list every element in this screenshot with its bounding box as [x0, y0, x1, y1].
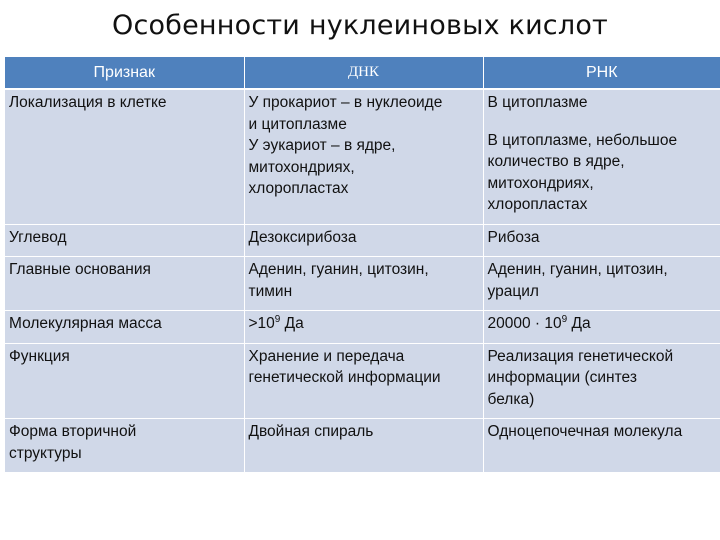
table-row	[5, 89, 720, 224]
row-rna-sugar: Рибоза	[483, 224, 720, 257]
row-rna-structure: Одноцепочечная молекула	[483, 419, 720, 473]
row-feature-function: Функция	[5, 343, 244, 419]
row-dna-mass: $>10^9$ Да	[244, 311, 483, 344]
table-row	[5, 343, 720, 419]
table-row	[5, 257, 720, 311]
table-row	[5, 419, 720, 473]
row-rna-function: Реализация генетической информации (синтез белка)	[483, 343, 720, 419]
slide-title: Особенности нуклеиновых кислот	[112, 10, 608, 41]
header-rna: РНК	[483, 57, 720, 89]
row-feature-mass: Молекулярная масса	[5, 311, 244, 344]
row-dna-sugar: Дезоксирибоза	[244, 224, 483, 257]
line-gap	[488, 114, 718, 130]
row-feature-localization: Локализация в клетке	[5, 89, 244, 224]
header-dna: ДНК	[244, 57, 483, 89]
row-dna-bases: Аденин, гуанин, цитозин, тимин	[244, 257, 483, 311]
row-rna-bases: Аденин, гуанин, цитозин, урацил	[483, 257, 720, 311]
header-feature: Признак	[5, 57, 244, 89]
table-header-row	[5, 57, 720, 89]
row-rna-mass: $20000 \cdot 10^9$ Да	[483, 311, 720, 344]
row-feature-structure: Форма вторичной структуры	[5, 419, 244, 473]
row-feature-bases: Главные основания	[5, 257, 244, 311]
table-row	[5, 224, 720, 257]
row-dna-function: Хранение и передача генетической информации	[244, 343, 483, 419]
row-dna-localization: У прокариот – в нуклеоиде и цитоплазме У эукариот – в ядре, митохондриях, хлоропластах	[244, 89, 483, 224]
table-row	[5, 311, 720, 344]
row-feature-sugar: Углевод	[5, 224, 244, 257]
row-dna-structure: Двойная спираль	[244, 419, 483, 473]
row-rna-localization: В цитоплазме В цитоплазме, небольшое количество в ядре, митохондриях, хлоропластах	[483, 89, 720, 224]
nucleic-acids-table	[5, 57, 720, 472]
